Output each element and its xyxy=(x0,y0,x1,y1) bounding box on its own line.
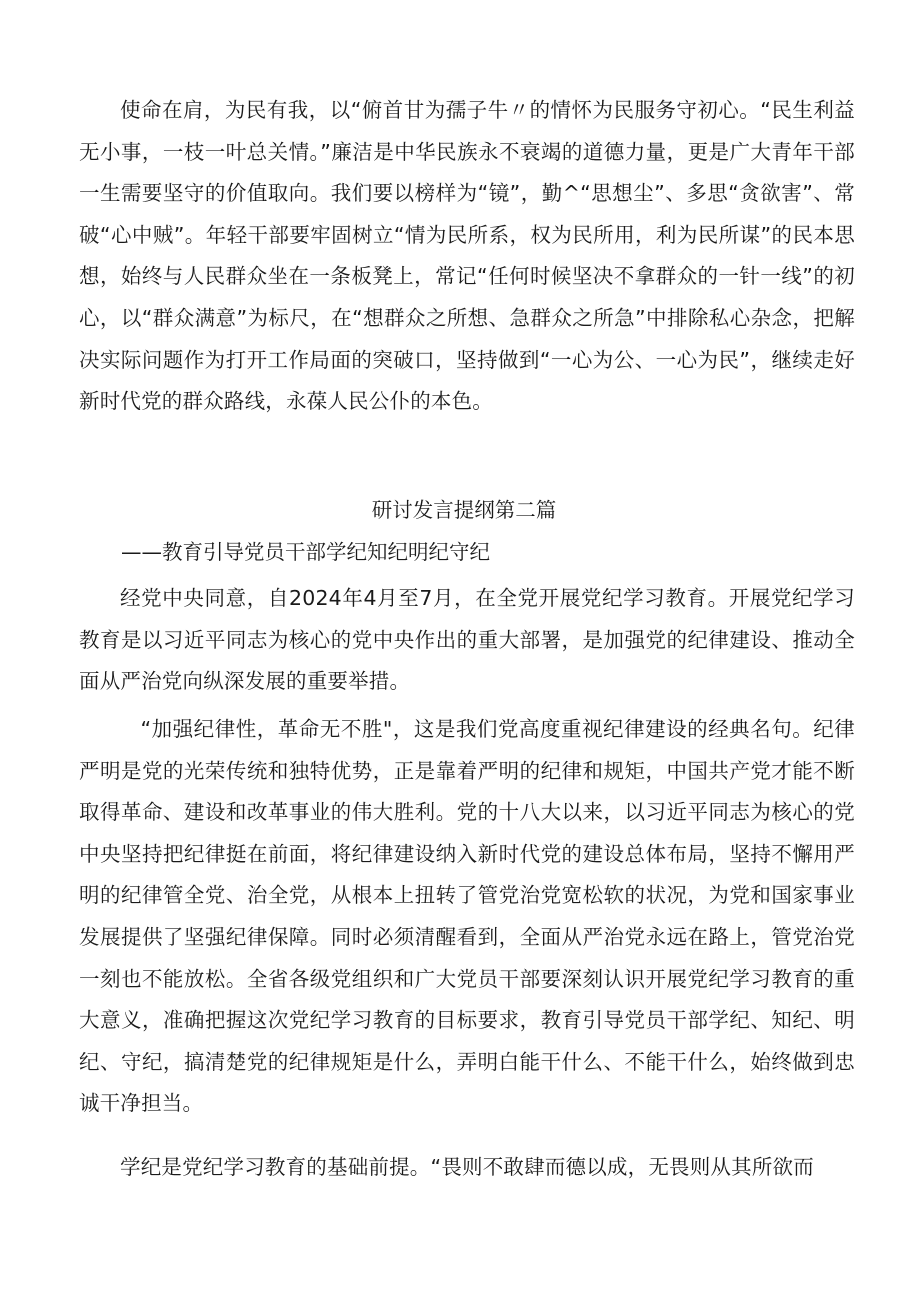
paragraph-4: 学纪是党纪学习教育的基础前提。“畏则不敢肆而德以成，无畏则从其所欲而 xyxy=(120,1155,814,1179)
section-subtitle: ——教育引导党员干部学纪知纪明纪守纪 xyxy=(121,540,490,564)
paragraph-2: 经党中央同意，自2024年4月至7月，在全党开展党纪学习教育。开展党纪学习教育是以习近平同志为核心的党中央作出的重大部署，是加强党的纪律建设、推动全面从严治党向纵深发展的重要举措。 xyxy=(79,586,855,694)
section-title: 研讨发言提纲第二篇 xyxy=(371,498,557,522)
paragraph-3: “加强纪律性，革命无不胜"，这是我们党高度重视纪律建设的经典名句。纪律严明是党的光荣传统和独特优势，正是靠着严明的纪律和规矩，中国共产党才能不断取得革命、建设和改革事业的伟大胜利。党的十八大以来，以习近平同志为核心的党中央坚持把纪律挺在前面，将纪律建设纳入新时代党的建设总体布局，坚持不懈用严明的纪律管全党、治全党，从根本上扭转了管党治党宽松软的状况，为党和国家事业发展提供了坚强纪律保障。同时必须清醒看到，全面从严治党永远在路上，管党治党一刻也不能放松。全省各级党组织和广大党员干部要深刻认识开展党纪学习教育的重大意义，准确把握这次党纪学习教育的目标要求，教育引导党员干部学纪、知纪、明纪、守纪，搞清楚党的纪律规矩是什么，弄明白能干什么、不能干什么，始终做到忠诚干净担当。 xyxy=(79,717,855,1116)
paragraph-1: 使命在肩，为民有我，以“俯首甘为孺子牛〃的情怀为民服务守初心。“民生利益无小事，一枝一叶总关情。”廉洁是中华民族永不衰竭的道德力量，更是广大青年干部一生需要坚守的价值取向。我们要以榜样为“镜”，勤^“思想尘”、多思“贪欲害”、常破“心中贼”。年轻干部要牢固树立“情为民所系，权为民所用，利为民所谋”的民本思想，始终与人民群众坐在一条板凳上，常记“任何时候坚决不拿群众的一针一线”的初心，以“群众满意”为标尺，在“想群众之所想、急群众之所急”中排除私心杂念，把解决实际问题作为打开工作局面的突破口，坚持做到“一心为公、一心为民”，继续走好新时代党的群众路线，永葆人民公仆的本色。 xyxy=(79,98,855,414)
